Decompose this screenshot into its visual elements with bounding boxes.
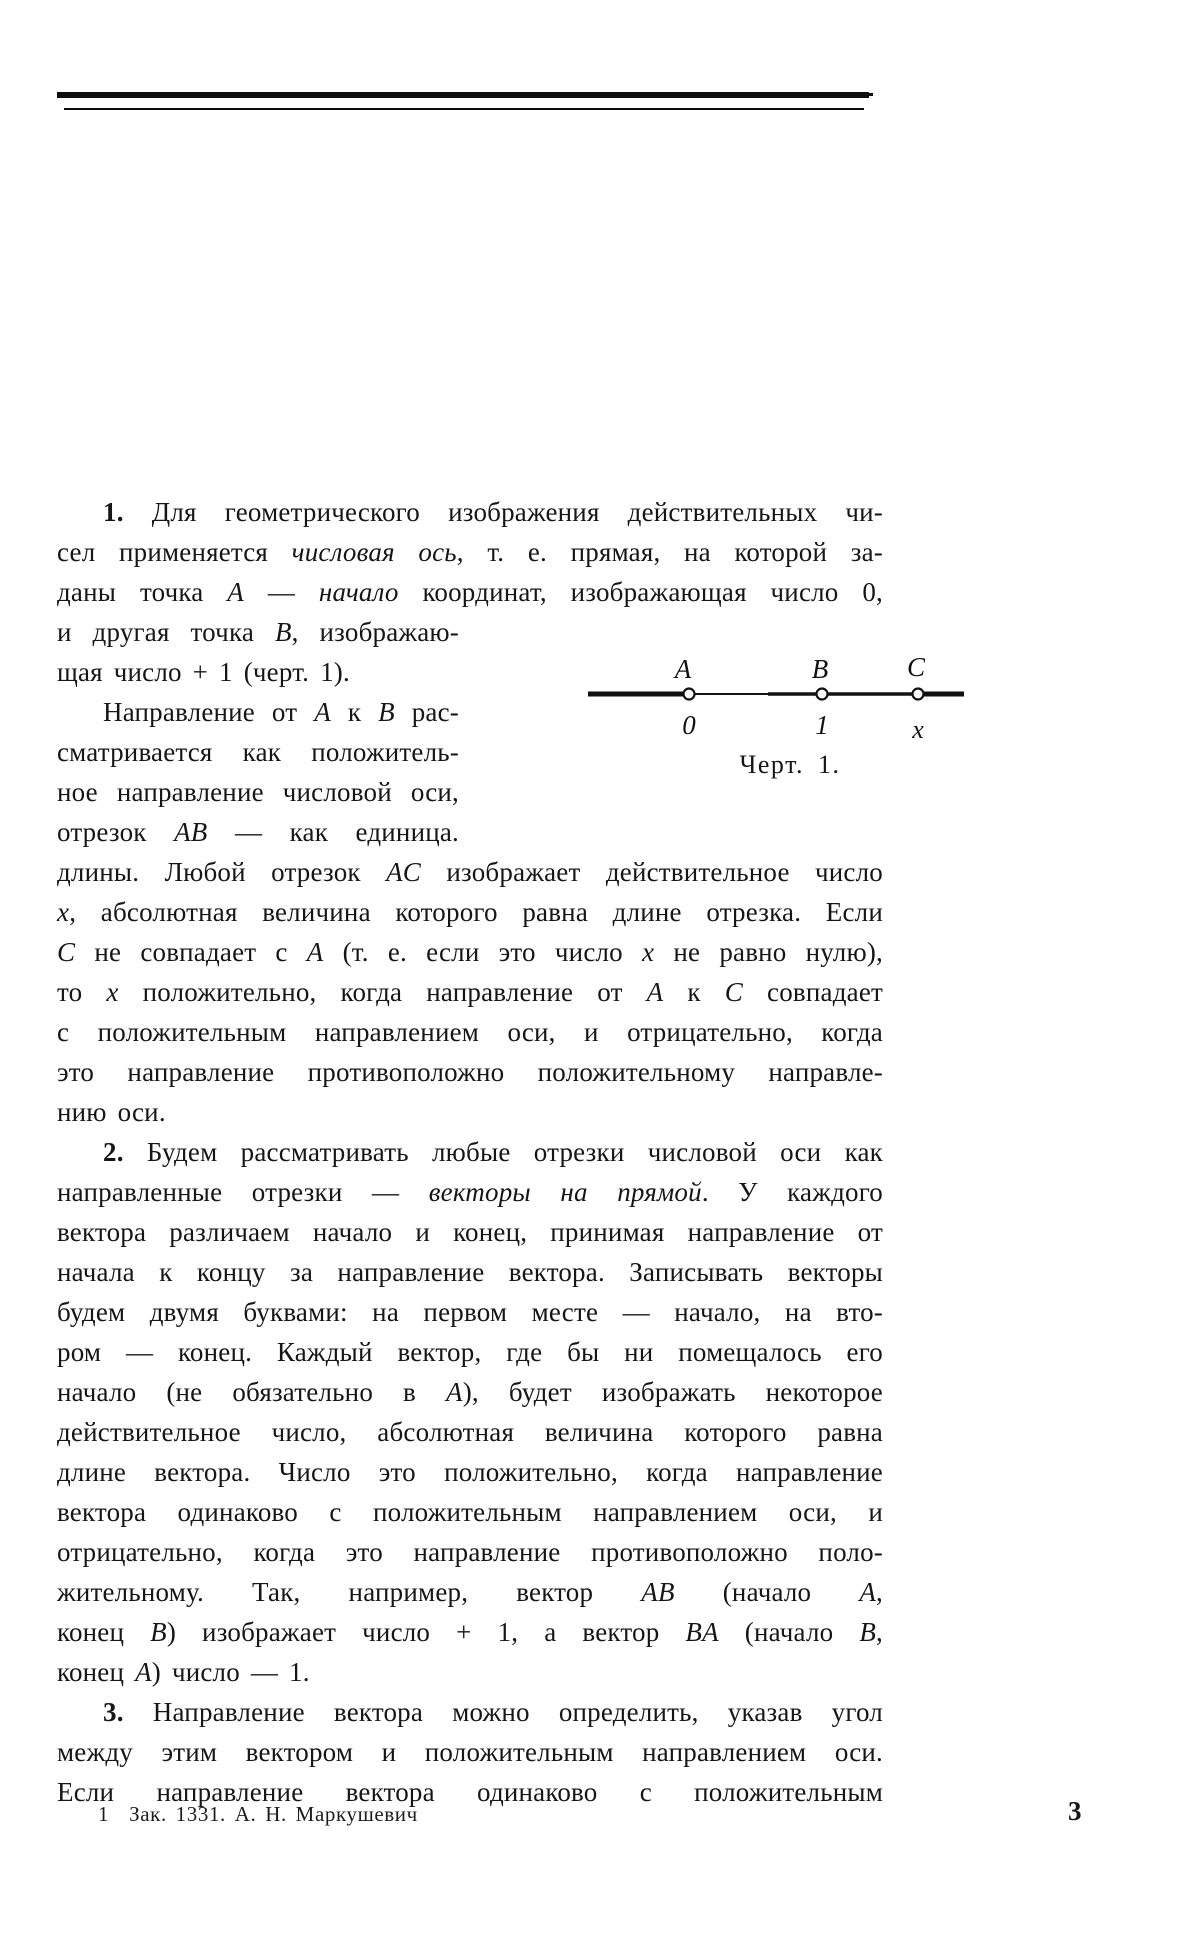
text-run: начало [318, 577, 399, 607]
text-run: , изображаю- [291, 617, 459, 647]
text-line [57, 1692, 883, 1732]
text-run: ное направление числовой оси, [57, 777, 459, 807]
text-run: , абсолютная величина которого равна длине отрезка. Если [69, 897, 883, 927]
text-run: A [135, 1657, 152, 1687]
footer-signature: 1 [98, 1802, 110, 1826]
text-line [57, 1452, 883, 1492]
text-run: , [876, 1617, 883, 1647]
text-run: координат, изображающая число 0, [398, 577, 883, 607]
text-run: Будем рассматривать любые отрезки числовой оси как [146, 1137, 883, 1167]
point-value-x: x [912, 715, 924, 744]
text-run: B [274, 617, 292, 647]
text-run: положительно, когда направление от [118, 977, 647, 1007]
point-value-0: 0 [682, 710, 696, 740]
text-run: 3. [103, 1697, 153, 1727]
text-run: сматривается как положитель- [57, 737, 459, 767]
text-run: вектора различаем начало и конец, принимая направление от [57, 1217, 883, 1247]
figure-caption: Черт. 1. [739, 750, 841, 779]
text-run: сел применяется [57, 537, 292, 567]
text-line [57, 812, 459, 852]
text-run: вектора одинаково с положительным направлением оси, и [57, 1497, 883, 1527]
text-line [57, 1172, 883, 1212]
text-run: ром — конец. Каждый вектор, где бы ни помещалось его [57, 1337, 883, 1367]
text-line [57, 1732, 883, 1772]
text-run: — как единица. [207, 817, 459, 847]
text-line [57, 1412, 883, 1452]
text-run: , [876, 1577, 883, 1607]
text-run: Если направление вектора одинаково с положительным [57, 1777, 883, 1807]
text-run: то [57, 977, 107, 1007]
text-run: A [314, 697, 331, 727]
number-line-figure [480, 628, 980, 750]
text-run: x [57, 897, 70, 927]
header-rule-thick [57, 92, 869, 98]
text-run: действительное число, абсолютная величина которого равна [57, 1417, 883, 1447]
text-run: B [859, 1617, 877, 1647]
text-run: жительному. Так, например, вектор [57, 1577, 642, 1607]
text-run: C [57, 937, 76, 967]
text-run: A [859, 1577, 877, 1607]
point-label-a: A [674, 654, 692, 684]
text-run: конец [57, 1617, 151, 1647]
text-line [57, 1012, 883, 1052]
text-run: (начало [718, 1617, 860, 1647]
text-run: отрицательно, когда это направление противоположно поло- [57, 1537, 883, 1567]
text-line [57, 1372, 883, 1412]
text-run: совпадает [742, 977, 883, 1007]
text-line [57, 1572, 883, 1612]
text-run: . У каждого [701, 1177, 884, 1207]
text-run: A [306, 937, 324, 967]
text-run: B [150, 1617, 167, 1647]
text-run: это направление противоположно положительному направле- [57, 1057, 883, 1087]
text-run: ) изображает число + 1, а вектор [166, 1617, 686, 1647]
text-line [57, 892, 883, 932]
text-run: начало (не обязательно в [57, 1377, 446, 1407]
text-run: конец [57, 1657, 136, 1687]
text-run: AB [641, 1577, 675, 1607]
text-run: Для геометрического изображения действительных чи- [151, 497, 884, 527]
text-run: A [227, 577, 244, 607]
text-run: — [244, 577, 319, 607]
text-run: A [445, 1377, 463, 1407]
text-run: между этим вектором и положительным направлением оси. [57, 1737, 883, 1767]
point-marker-b [817, 689, 828, 700]
point-marker-a [684, 689, 695, 700]
text-run: 1. [103, 497, 152, 527]
text-run: к [330, 697, 379, 727]
text-run: Направление от [103, 697, 315, 727]
text-run: рас- [394, 697, 459, 727]
text-line [57, 572, 883, 612]
text-run: даны точка [57, 577, 228, 607]
text-line [57, 932, 883, 972]
text-run: не равно нулю), [654, 937, 883, 967]
text-line [57, 732, 459, 772]
text-run: (т. е. если это число [323, 937, 643, 967]
text-run: длине вектора. Число это положительно, когда направление [57, 1457, 883, 1487]
text-line [57, 612, 459, 652]
text-run: будем двумя буквами: на первом месте — начало, на вто- [57, 1297, 883, 1327]
text-run: щая число + 1 (черт. 1). [57, 657, 350, 687]
text-line [57, 772, 459, 812]
text-run: и другая точка [57, 617, 275, 647]
text-run: длины. Любой отрезок [57, 857, 387, 887]
text-line [57, 1292, 883, 1332]
text-run: x [642, 937, 655, 967]
text-line [57, 532, 883, 572]
text-run: с положительным направлением оси, и отрицательно, когда [57, 1017, 883, 1047]
text-run: начала к концу за направление вектора. Записывать векторы [57, 1257, 883, 1287]
footer-imprint: Зак. 1331. А. Н. Маркушевич [129, 1802, 418, 1826]
point-marker-c [913, 689, 924, 700]
text-run: C [724, 977, 743, 1007]
text-run: отрезок [57, 817, 175, 847]
point-label-b: B [811, 654, 829, 684]
text-run: x [106, 977, 119, 1007]
text-line [57, 1332, 883, 1372]
point-label-c: C [906, 652, 926, 682]
text-line [57, 652, 459, 692]
text-run: B [378, 697, 395, 727]
text-run: AC [386, 857, 421, 887]
text-run: A [646, 977, 664, 1007]
text-run: (начало [674, 1577, 860, 1607]
text-line [57, 1052, 883, 1092]
text-run: числовая ось [291, 537, 457, 567]
text-run: BA [685, 1617, 719, 1647]
text-run: ) число — 1. [151, 1657, 310, 1687]
text-run: не совпадает с [75, 937, 307, 967]
text-run: нию оси. [57, 1097, 166, 1127]
text-run: Направление вектора можно определить, указав угол [152, 1697, 883, 1727]
footer [98, 1802, 418, 1827]
text-run: ), будет изображать некоторое [462, 1377, 883, 1407]
text-line [57, 1492, 883, 1532]
text-line [57, 1652, 883, 1692]
page-number: 3 [1068, 1796, 1082, 1826]
text-line [57, 1212, 883, 1252]
text-line [57, 692, 459, 732]
text-line [57, 972, 883, 1012]
text-line [57, 1532, 883, 1572]
text-line [57, 492, 883, 532]
point-value-1: 1 [815, 710, 829, 740]
text-line [57, 1252, 883, 1292]
header-rule-thin [64, 108, 864, 110]
text-run: , т. е. прямая, на которой за- [456, 537, 883, 567]
text-run: 2. [103, 1137, 147, 1167]
text-run: AB [174, 817, 208, 847]
text-line [57, 1132, 883, 1172]
text-run: изображает действительное число [421, 857, 883, 887]
text-line [57, 1612, 883, 1652]
text-run: направленные отрезки — [57, 1177, 429, 1207]
text-run: к [663, 977, 725, 1007]
text-line [57, 1092, 883, 1132]
text-line [57, 852, 883, 892]
text-run: векторы на прямой [428, 1177, 702, 1207]
